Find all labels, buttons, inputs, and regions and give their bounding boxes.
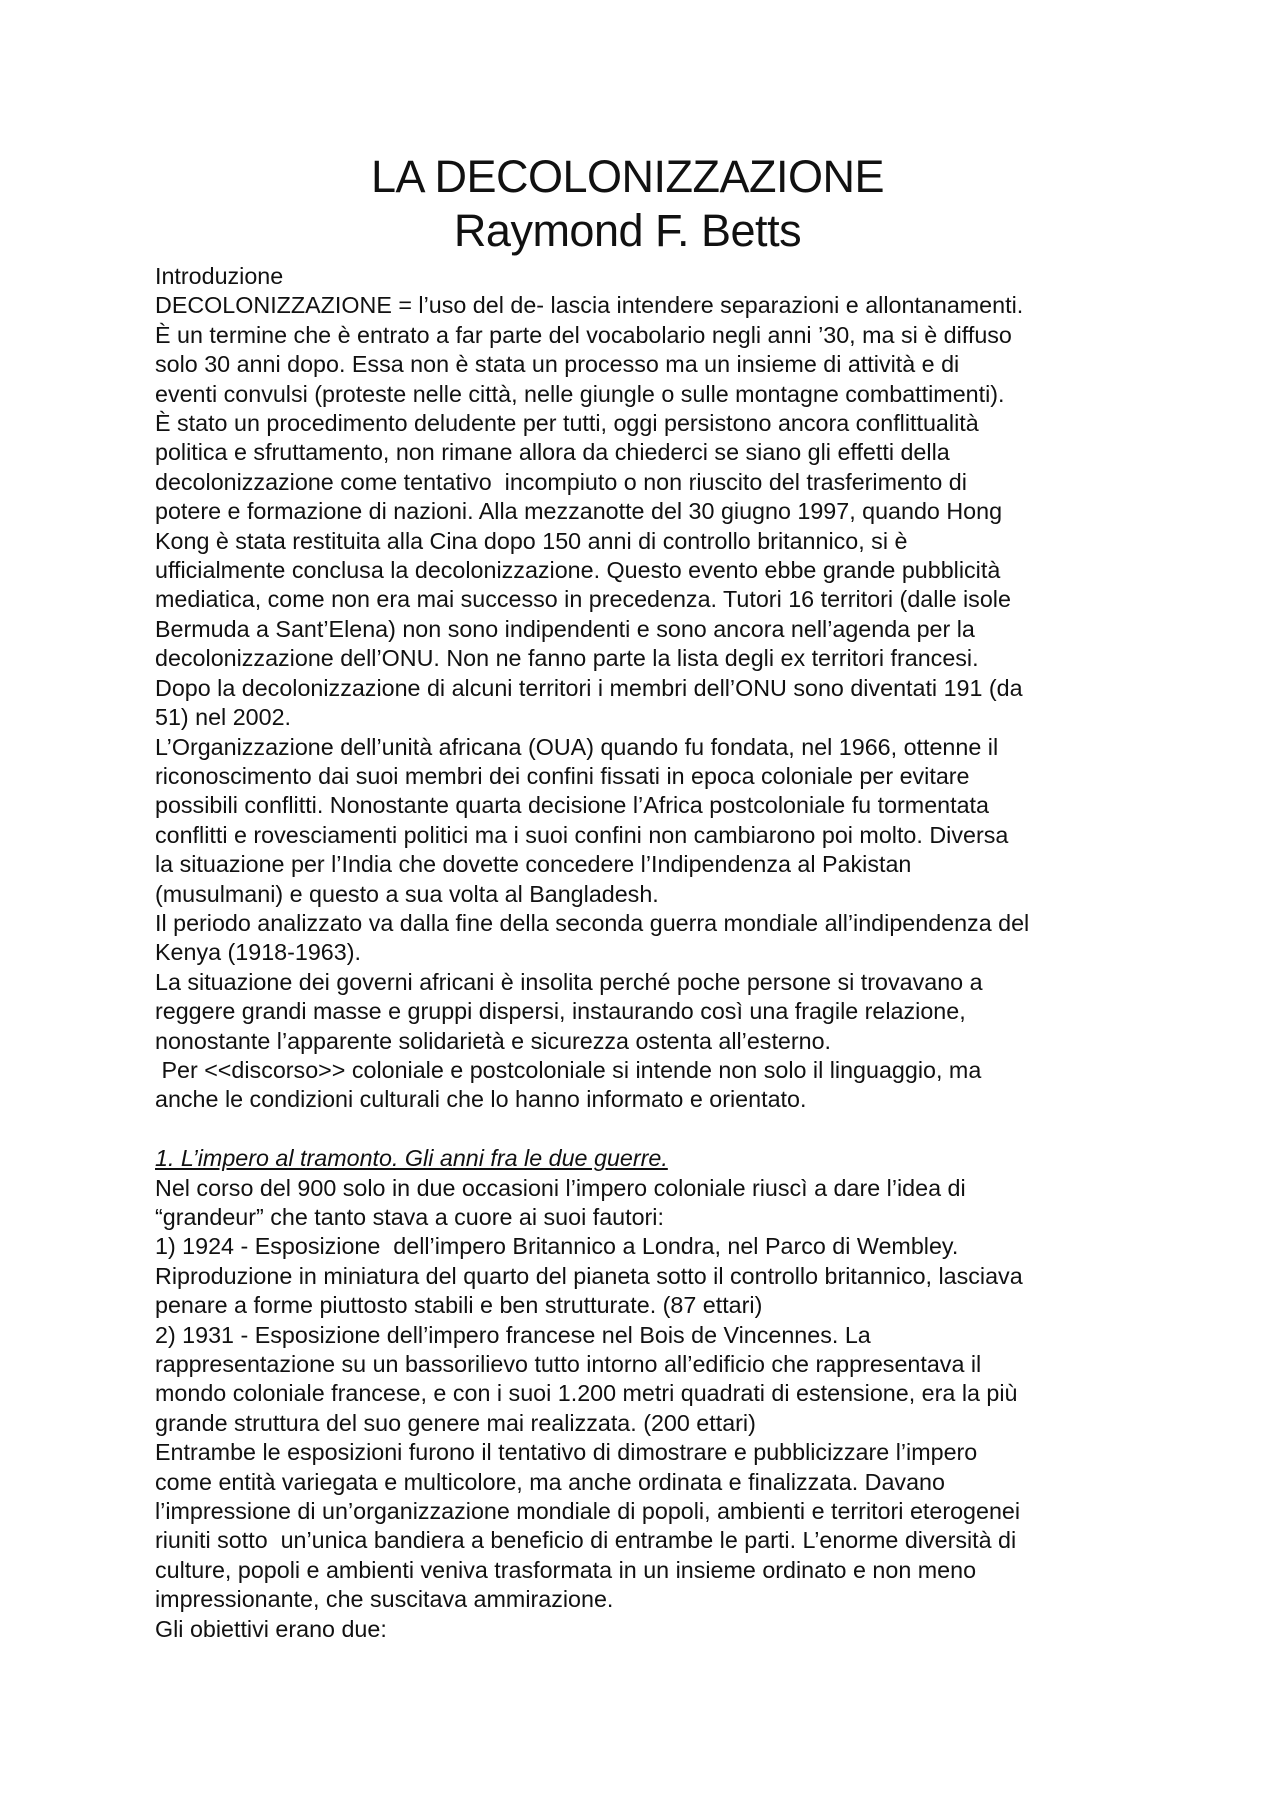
text-line: Nel corso del 900 solo in due occasioni l’impero coloniale riuscì a dare l’idea di xyxy=(155,1174,966,1201)
text-line: Gli obiettivi erano due: xyxy=(155,1615,387,1642)
text-line: Dopo la decolonizzazione di alcuni territori i membri dell’ONU sono diventati 191 (da xyxy=(155,674,1023,701)
text-line: conflitti e rovesciamenti politici ma i suoi confini non cambiarono poi molto. Diversa xyxy=(155,821,1009,848)
text-line: Introduzione xyxy=(155,263,284,289)
text-line: reggere grandi masse e gruppi dispersi, instaurando così una fragile relazione, xyxy=(155,998,966,1025)
text-line: solo 30 anni dopo. Essa non è stata un processo ma un insieme di attività e di xyxy=(155,351,960,378)
text-line: come entità variegata e multicolore, ma anche ordinata e finalizzata. Davano xyxy=(155,1468,945,1495)
text-line: mondo coloniale francese, e con i suoi 1.200 metri quadrati di estensione, era la più xyxy=(155,1380,1018,1407)
text-line: possibili conflitti. Nonostante quarta decisione l’Africa postcoloniale fu tormentata xyxy=(155,792,989,819)
text-line: Entrambe le esposizioni furono il tentativo di dimostrare e pubblicizzare l’impero xyxy=(155,1439,978,1466)
text-line: La situazione dei governi africani è insolita perché poche persone si trovavano a xyxy=(155,968,983,995)
section-spacer xyxy=(155,1115,1135,1144)
section-heading: 1. L’impero al tramonto. Gli anni fra le due guerre. xyxy=(155,1145,668,1172)
text-line: “grandeur” che tanto stava a cuore ai suoi fautori: xyxy=(155,1203,664,1230)
document-author: Raymond F. Betts xyxy=(453,205,802,256)
text-line: 2) 1931 - Esposizione dell’impero francese nel Bois de Vincennes. La xyxy=(155,1321,871,1348)
text-line: Per <<discorso>> coloniale e postcoloniale si intende non solo il linguaggio, ma xyxy=(155,1056,982,1083)
text-line: anche le condizioni culturali che lo hanno informato e orientato. xyxy=(155,1086,807,1113)
text-line: 1) 1924 - Esposizione dell’impero Britannico a Londra, nel Parco di Wembley. xyxy=(155,1233,959,1260)
text-line: rappresentazione su un bassorilievo tutto intorno all’edificio che rappresentava il xyxy=(155,1351,982,1378)
text-line: Kong è stata restituita alla Cina dopo 150 anni di controllo britannico, si è xyxy=(155,527,908,554)
text-line: Kenya (1918-1963). xyxy=(155,939,361,966)
title-block xyxy=(120,150,1135,258)
text-line: impressionante, che suscitava ammirazione. xyxy=(155,1586,614,1613)
document-title: LA DECOLONIZZAZIONE xyxy=(370,151,885,202)
text-line: riuniti sotto un’unica bandiera a beneficio di entrambe le parti. L’enorme diversità di xyxy=(155,1527,1017,1554)
document-body xyxy=(155,262,1135,1644)
text-line: Riproduzione in miniatura del quarto del pianeta sotto il controllo britannico, lasciava xyxy=(155,1262,1023,1289)
text-line: eventi convulsi (proteste nelle città, nelle giungle o sulle montagne combattimenti). xyxy=(155,380,1005,407)
text-line: potere e formazione di nazioni. Alla mezzanotte del 30 giugno 1997, quando Hong xyxy=(155,498,1003,525)
text-line: politica e sfruttamento, non rimane allora da chiederci se siano gli effetti della xyxy=(155,439,950,466)
text-line: culture, popoli e ambienti veniva trasformata in un insieme ordinato e non meno xyxy=(155,1556,977,1583)
text-line: Il periodo analizzato va dalla fine della seconda guerra mondiale all’indipendenza del xyxy=(155,909,1030,936)
text-line: la situazione per l’India che dovette concedere l’Indipendenza al Pakistan xyxy=(155,851,912,878)
text-line: penare a forme piuttosto stabili e ben strutturate. (87 ettari) xyxy=(155,1292,763,1319)
text-line: decolonizzazione dell’ONU. Non ne fanno parte la lista degli ex territori francesi. xyxy=(155,645,979,672)
text-line: È stato un procedimento deludente per tutti, oggi persistono ancora conflittualità xyxy=(155,410,979,437)
text-line: 51) nel 2002. xyxy=(155,704,292,731)
text-line: nonostante l’apparente solidarietà e sicurezza ostenta all’esterno. xyxy=(155,1027,832,1054)
text-line: ufficialmente conclusa la decolonizzazione. Questo evento ebbe grande pubblicità xyxy=(155,557,1001,584)
text-line: DECOLONIZZAZIONE = l’uso del de- lascia intendere separazioni e allontanamenti. xyxy=(155,292,1024,319)
section-1-body xyxy=(155,1174,1135,1645)
text-line: È un termine che è entrato a far parte del vocabolario negli anni ’30, ma si è diffuso xyxy=(155,321,1012,348)
text-line: (musulmani) e questo a sua volta al Bangladesh. xyxy=(155,880,659,907)
text-line: riconoscimento dai suoi membri dei confini fissati in epoca coloniale per evitare xyxy=(155,762,970,789)
text-line: l’impressione di un’organizzazione mondiale di popoli, ambienti e territori eterogenei xyxy=(155,1498,1021,1525)
text-line: decolonizzazione come tentativo incompiuto o non riuscito del trasferimento di xyxy=(155,468,967,495)
introduction-section xyxy=(155,262,1135,1115)
document-page xyxy=(155,150,1135,1644)
text-line: grande struttura del suo genere mai realizzata. (200 ettari) xyxy=(155,1409,756,1436)
text-line: mediatica, come non era mai successo in precedenza. Tutori 16 territori (dalle isole xyxy=(155,586,1011,613)
text-line: Bermuda a Sant’Elena) non sono indipendenti e sono ancora nell’agenda per la xyxy=(155,615,975,642)
text-line: L’Organizzazione dell’unità africana (OUA) quando fu fondata, nel 1966, ottenne il xyxy=(155,733,999,760)
